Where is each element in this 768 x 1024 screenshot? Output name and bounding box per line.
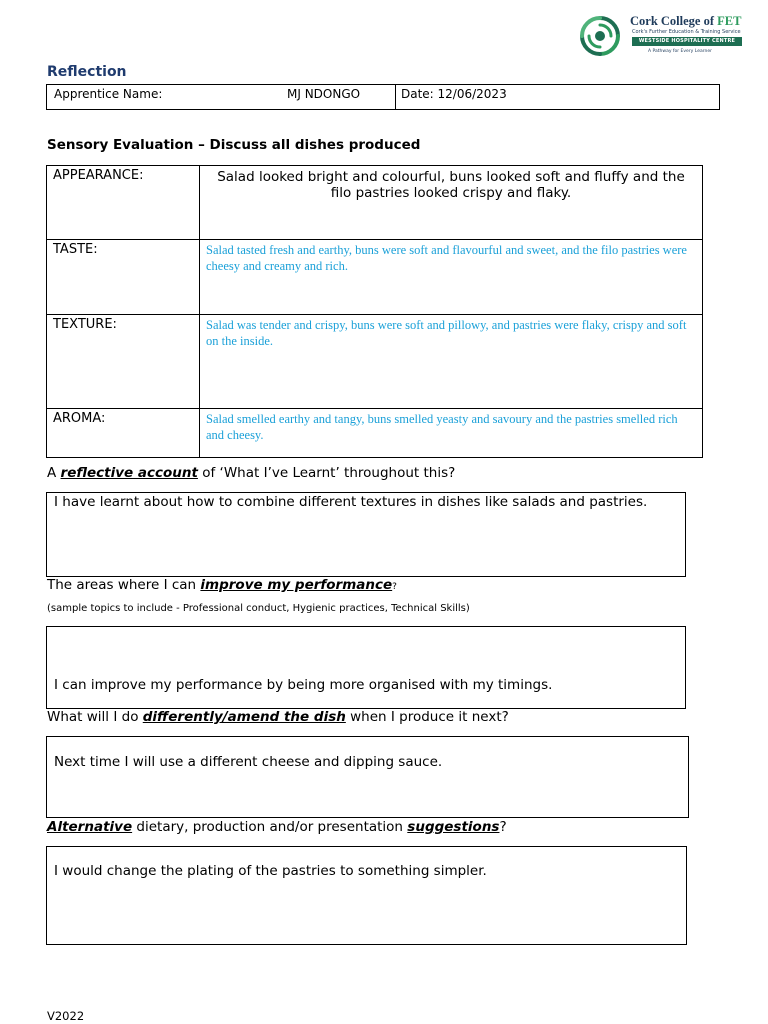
table-row <box>47 240 703 315</box>
row-label: TEXTURE: <box>47 315 200 409</box>
answer-box: Next time I will use a different cheese and dipping sauce. <box>46 736 689 818</box>
question-differently: What will I do differently/amend the dish when I produce it next? <box>47 709 509 725</box>
answer-box: I have learnt about how to combine different textures in dishes like salads and pastries. <box>46 492 686 577</box>
question-alternative-suggestions: Alternative dietary, production and/or presentation suggestions? <box>47 819 507 835</box>
sample-topics-note: (sample topics to include - Professional conduct, Hygienic practices, Technical Skills) <box>47 603 470 614</box>
college-name: Cork College of FET <box>630 14 742 28</box>
page-title: Reflection <box>47 64 127 80</box>
college-tagline: A Pathway for Every Learner <box>648 49 712 54</box>
row-label: TASTE: <box>47 240 200 315</box>
table-row <box>47 166 703 240</box>
apprentice-info-box <box>46 84 720 110</box>
sensory-evaluation-table <box>46 165 703 458</box>
table-row <box>47 409 703 458</box>
row-label: AROMA: <box>47 409 200 458</box>
college-band: WESTSIDE HOSPITALITY CENTRE <box>632 37 742 46</box>
apprentice-name-value: MJ NDONGO <box>287 87 361 101</box>
answer-box: I would change the plating of the pastries to something simpler. <box>46 846 687 945</box>
question-improve-performance: The areas where I can improve my performance? <box>47 577 397 593</box>
apprentice-name-label: Apprentice Name: <box>54 87 163 101</box>
aroma-text: Salad smelled earthy and tangy, buns smelled yeasty and savoury and the pastries smelled rich and cheesy. <box>200 409 703 458</box>
college-logo <box>576 12 746 60</box>
version-footer: V2022 <box>47 1009 85 1023</box>
date-value: Date: 12/06/2023 <box>401 87 507 101</box>
cork-college-swirl-logo-icon <box>576 12 624 60</box>
answer-box: I can improve my performance by being more organised with my timings. <box>46 626 686 709</box>
college-subtitle: Cork's Further Education & Training Service <box>632 29 741 35</box>
cell-divider <box>395 85 396 109</box>
sensory-evaluation-title: Sensory Evaluation – Discuss all dishes produced <box>47 137 421 153</box>
texture-text: Salad was tender and crispy, buns were soft and pillowy, and pastries were flaky, crispy and soft on the inside. <box>200 315 703 409</box>
row-label: APPEARANCE: <box>47 166 200 240</box>
appearance-text: Salad looked bright and colourful, buns looked soft and fluffy and the filo pastries looked crispy and flaky. <box>200 166 703 240</box>
question-reflective-account: A reflective account of ‘What I’ve Learnt’ throughout this? <box>47 465 456 481</box>
taste-text: Salad tasted fresh and earthy, buns were soft and flavourful and sweet, and the filo pastries were cheesy and creamy and rich. <box>200 240 703 315</box>
table-row <box>47 315 703 409</box>
